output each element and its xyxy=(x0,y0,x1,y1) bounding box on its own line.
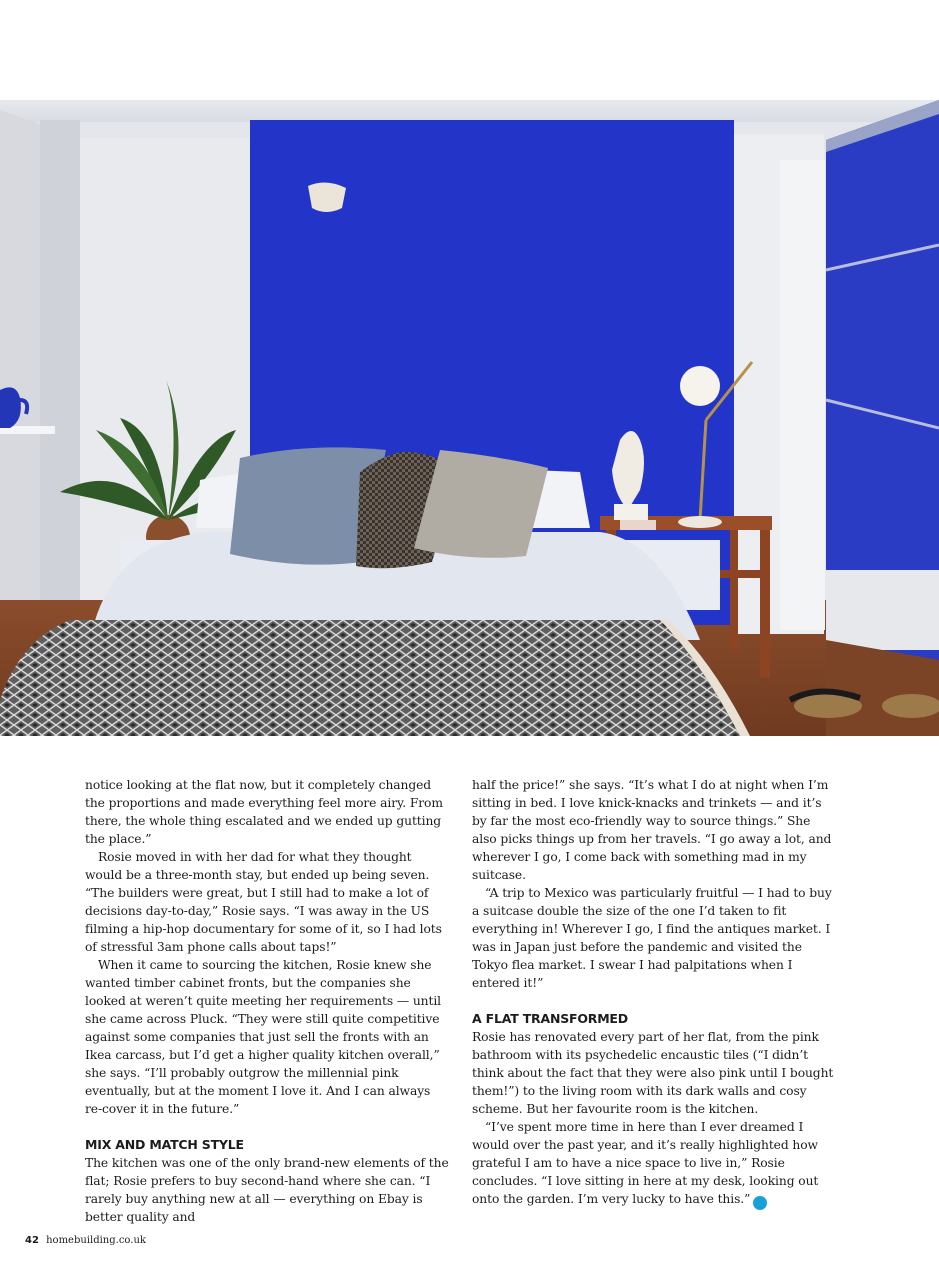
paragraph: Rosie has renovated every part of her flat, from the pink bathroom with its psychedelic encaustic tiles (“I didn’t think about the fact that they were also pink until I bought them!”) to the living room with its dark walls and cosy scheme. But her favourite room is the kitchen. xyxy=(472,1030,834,1116)
paragraph: notice looking at the flat now, but it completely changed the proportions and made everything feel more airy. From there, the whole thing escalated and we ended up gutting the place.” xyxy=(85,778,443,846)
end-mark-icon: H xyxy=(753,1196,767,1210)
page-footer xyxy=(25,1235,146,1246)
section-heading: A FLAT TRANSFORMED xyxy=(472,1011,628,1026)
footer-site: homebuilding.co.uk xyxy=(46,1235,146,1246)
paragraph: half the price!” she says. “It’s what I do at night when I’m sitting in bed. I love knick-knacks and trinkets — and it’s by far the most eco-friendly way to source things.” She also picks things up from her travels. “I go away a lot, and wherever I go, I come back with something mad in my suitcase. xyxy=(472,778,832,882)
paragraph: “A trip to Mexico was particularly fruitful — I had to buy a suitcase double the size of the one I’d taken to fit everything in! Wherever I go, I find the antiques market. I was in Japan just before the pandemic and visited the Tokyo flea market. I swear I had palpitations when I entered it!” xyxy=(472,886,832,990)
section-heading: MIX AND MATCH STYLE xyxy=(85,1137,244,1152)
paragraph: The kitchen was one of the only brand-new elements of the flat; Rosie prefers to buy second-hand where she can. “I rarely buy anything new at all — everything on Ebay is better quality and xyxy=(85,1156,449,1224)
paragraph: Rosie moved in with her dad for what they thought would be a three-month stay, but ended up being seven. “The builders were great, but I still had to make a lot of decisions day-to-day,” Rosie says. “I was away in the US filming a hip-hop documentary for some of it, so I had lots of stressful 3am phone calls about taps!” xyxy=(85,850,442,954)
bedroom-photo xyxy=(0,100,939,736)
paragraph: When it came to sourcing the kitchen, Rosie knew she wanted timber cabinet fronts, but the companies she looked at weren’t quite meeting her requirements — until she came across Pluck. “They were still quite competitive against some companies that just sell the fronts with an Ikea carcass, but I’d get a higher quality kitchen overall,” she says. “I’ll probably outgrow the millennial pink eventually, but at the moment I love it. And I can always re-cover it in the future.” xyxy=(85,958,441,1116)
right-text-column xyxy=(472,776,838,1210)
closing-paragraph-text: “I’ve spent more time in here than I ever dreamed I would over the past year, and it’s really highlighted how grateful I am to have a nice space to live in,” Rosie concludes. “I love sitting in here at my desk, looking out onto the garden. I’m very lucky to have this.” xyxy=(472,1120,819,1206)
page-number: 42 xyxy=(25,1235,39,1246)
left-text-column xyxy=(85,776,451,1226)
paragraph xyxy=(472,1118,838,1210)
